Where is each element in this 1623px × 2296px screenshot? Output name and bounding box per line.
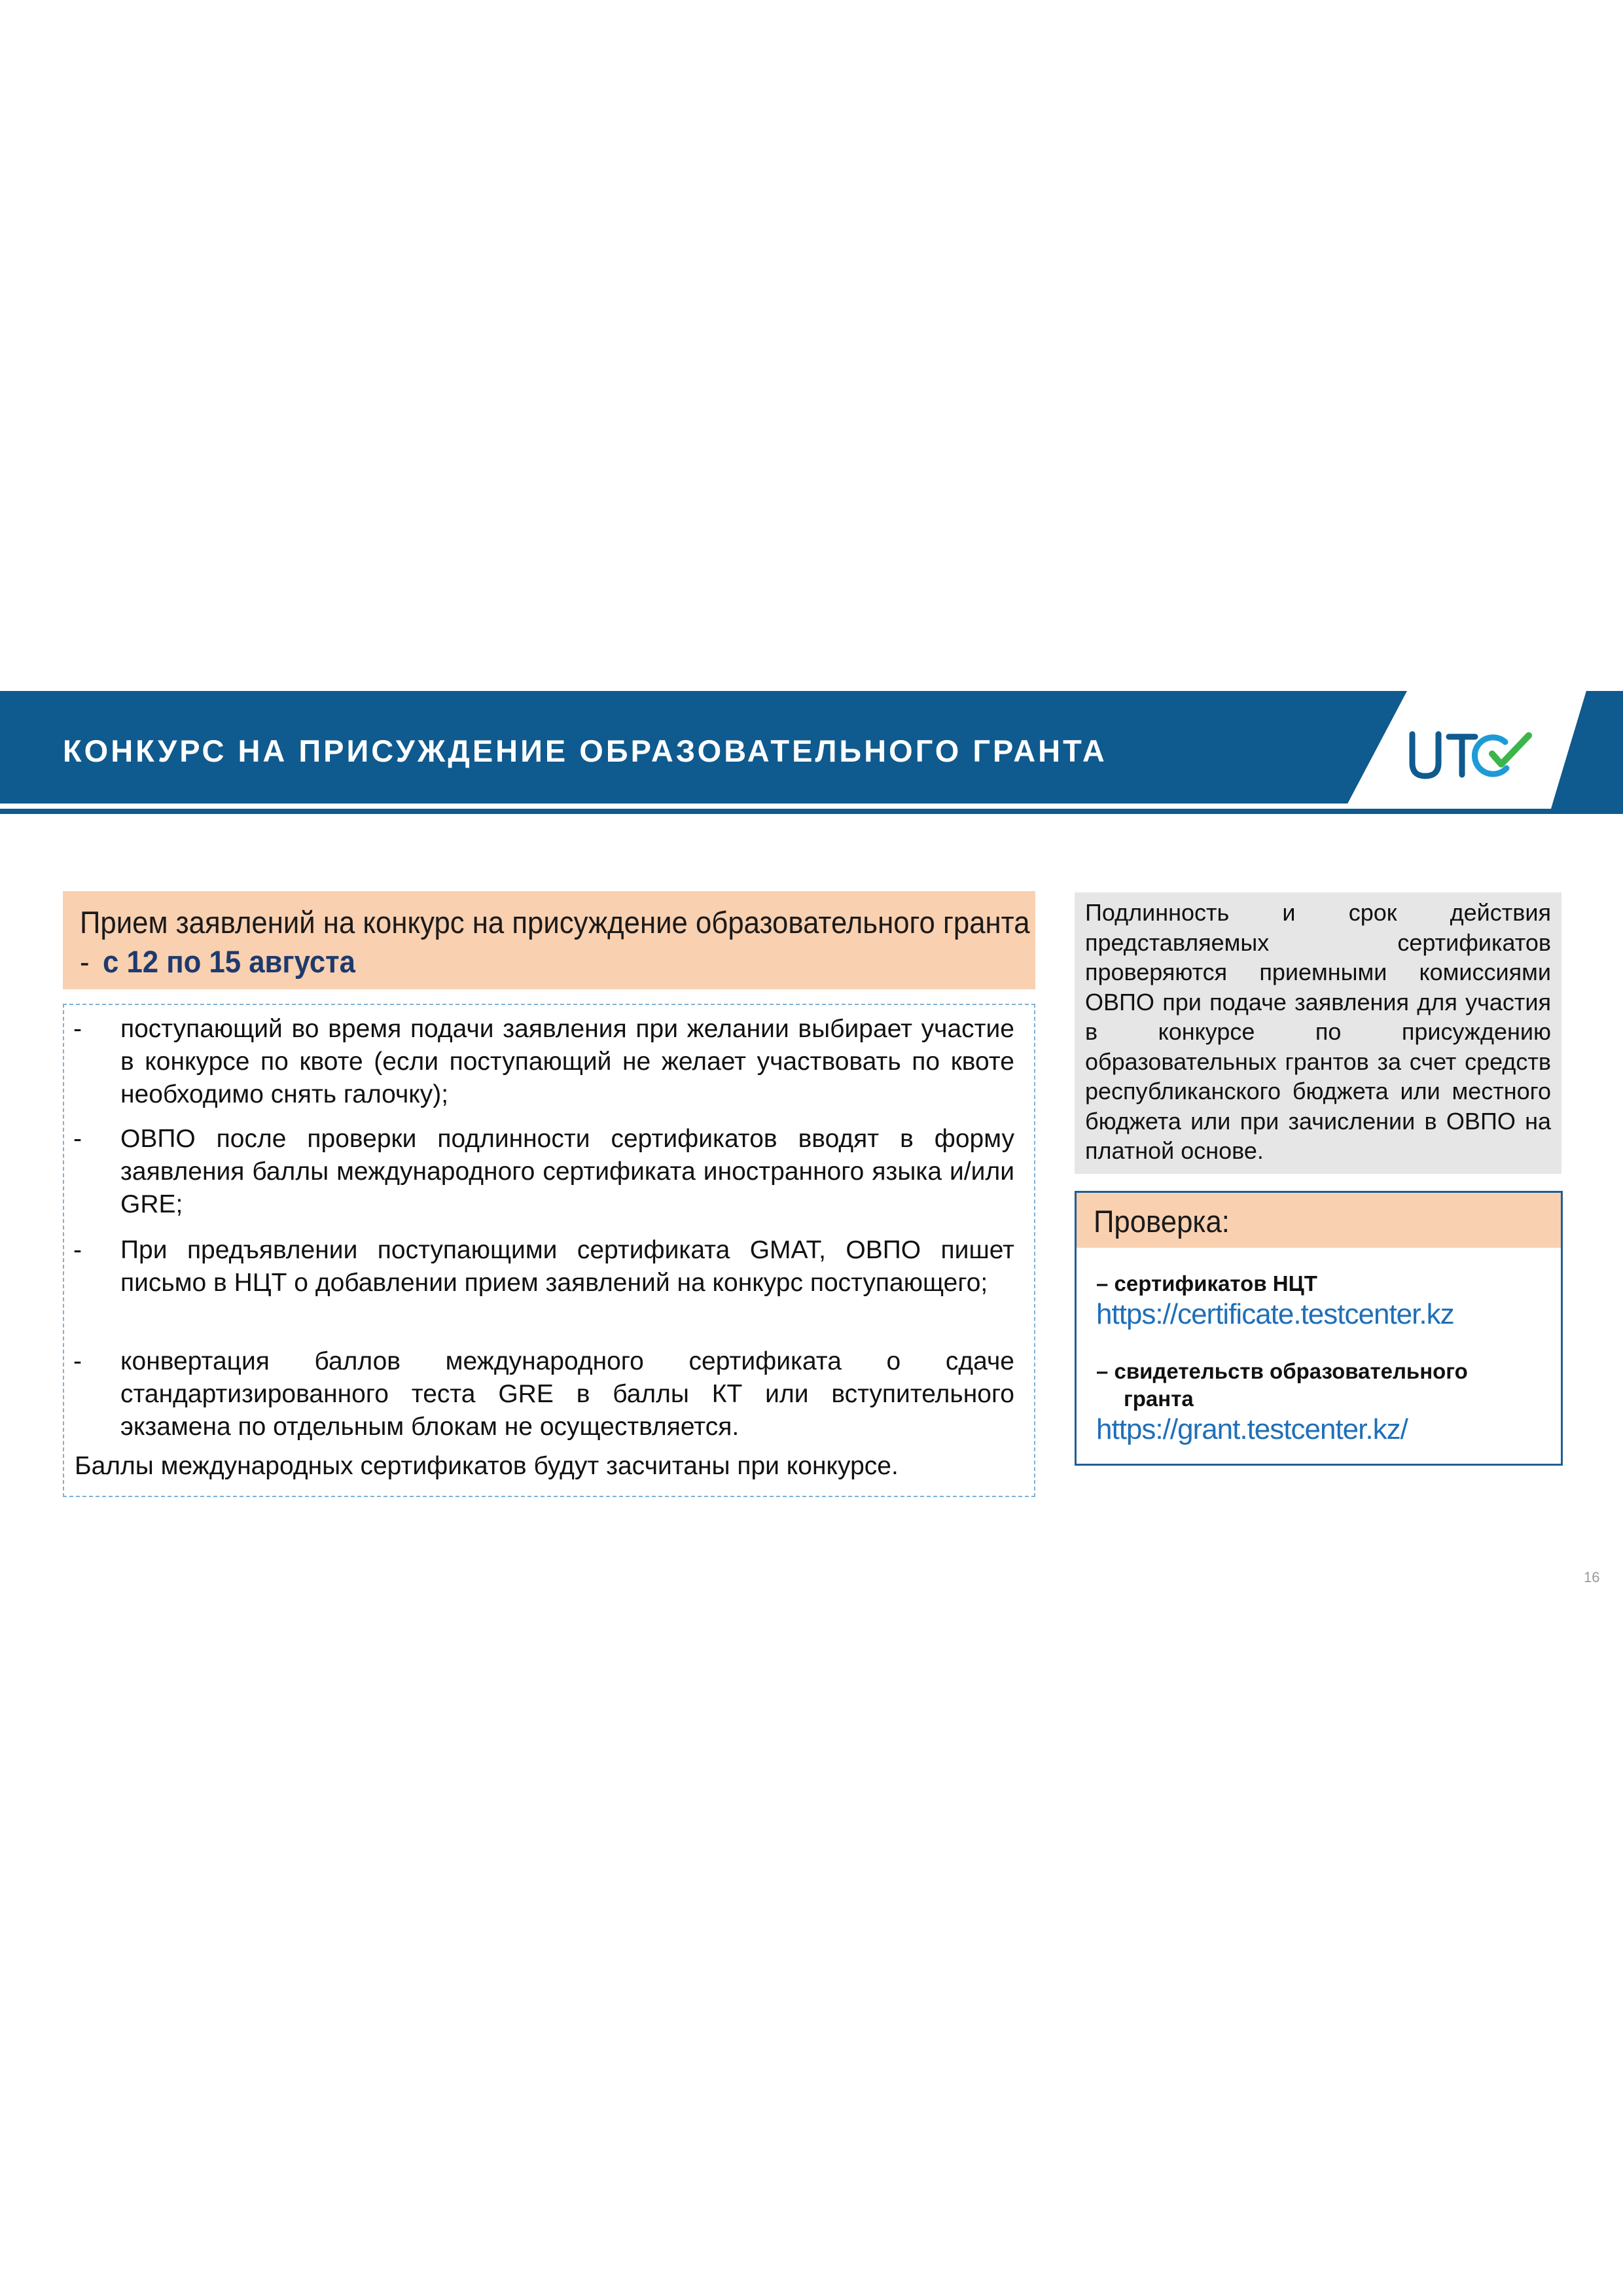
bullet-text: поступающий во время подачи заявления при желании выбирает участие в конкурсе по квоте (если поступающий не желает участвовать по квоте необходимо снять галочку); xyxy=(120,1015,1014,1108)
bullet-text: При предъявлении поступающими сертификата GMAT, ОВПО пишет письмо в НЦТ о добавлении прием заявлений на конкурс поступающего; xyxy=(120,1236,1014,1297)
verification-box xyxy=(1075,1191,1563,1466)
authenticity-note xyxy=(1075,892,1561,1174)
rules-list-box xyxy=(63,1004,1035,1497)
page-title: КОНКУРС НА ПРИСУЖДЕНИЕ ОБРАЗОВАТЕЛЬНОГО ГРАНТА xyxy=(63,733,1107,768)
banner-stripe xyxy=(0,809,1623,814)
bullet-mark: - xyxy=(73,1015,82,1043)
application-dates: с 12 по 15 августа xyxy=(103,944,355,979)
verification-item-grants-cont: гранта xyxy=(1124,1386,1194,1411)
verification-header xyxy=(1077,1193,1561,1248)
bullet-mark: - xyxy=(73,1347,82,1375)
authenticity-note-text: Подлинность и срок действия представляемых сертификатов проверяются приемными комиссиями ОВПО при подаче заявления для участия в конкурсе по присуждению образовательных грантов за счет средств республиканского бюджета или местного бюджета или при зачислении в ОВПО на платной основе. xyxy=(1085,899,1551,1164)
verification-item-certificates: – сертификатов НЦТ xyxy=(1096,1271,1317,1296)
verification-title: Проверка: xyxy=(1094,1204,1230,1239)
bullet-mark: - xyxy=(73,1236,82,1264)
bullet-mark: - xyxy=(73,1125,82,1153)
certificate-link[interactable]: https://certificate.testcenter.kz xyxy=(1096,1298,1454,1330)
page-number: 16 xyxy=(1584,1569,1600,1585)
bullet-text: конвертация баллов международного сертификата о сдаче стандартизированного теста GRE в баллы КТ или вступительного экзамена по отдельным блокам не осуществляется. xyxy=(120,1347,1014,1441)
dates-dash: - xyxy=(80,944,90,979)
application-period-title: Прием заявлений на конкурс на присуждение образовательного гранта xyxy=(80,905,1030,940)
grant-link[interactable]: https://grant.testcenter.kz/ xyxy=(1096,1413,1408,1445)
application-period-dates-line xyxy=(80,944,355,980)
verification-item-grants: – свидетельств образовательного xyxy=(1096,1359,1468,1383)
logo-panel xyxy=(0,691,1623,809)
bullet-text: ОВПО после проверки подлинности сертификатов вводят в форму заявления баллы международного сертификата иностранного языка и/или GRE; xyxy=(120,1125,1014,1218)
application-period-header xyxy=(63,891,1035,989)
closing-note: Баллы международных сертификатов будут засчитаны при конкурсе. xyxy=(75,1452,899,1480)
